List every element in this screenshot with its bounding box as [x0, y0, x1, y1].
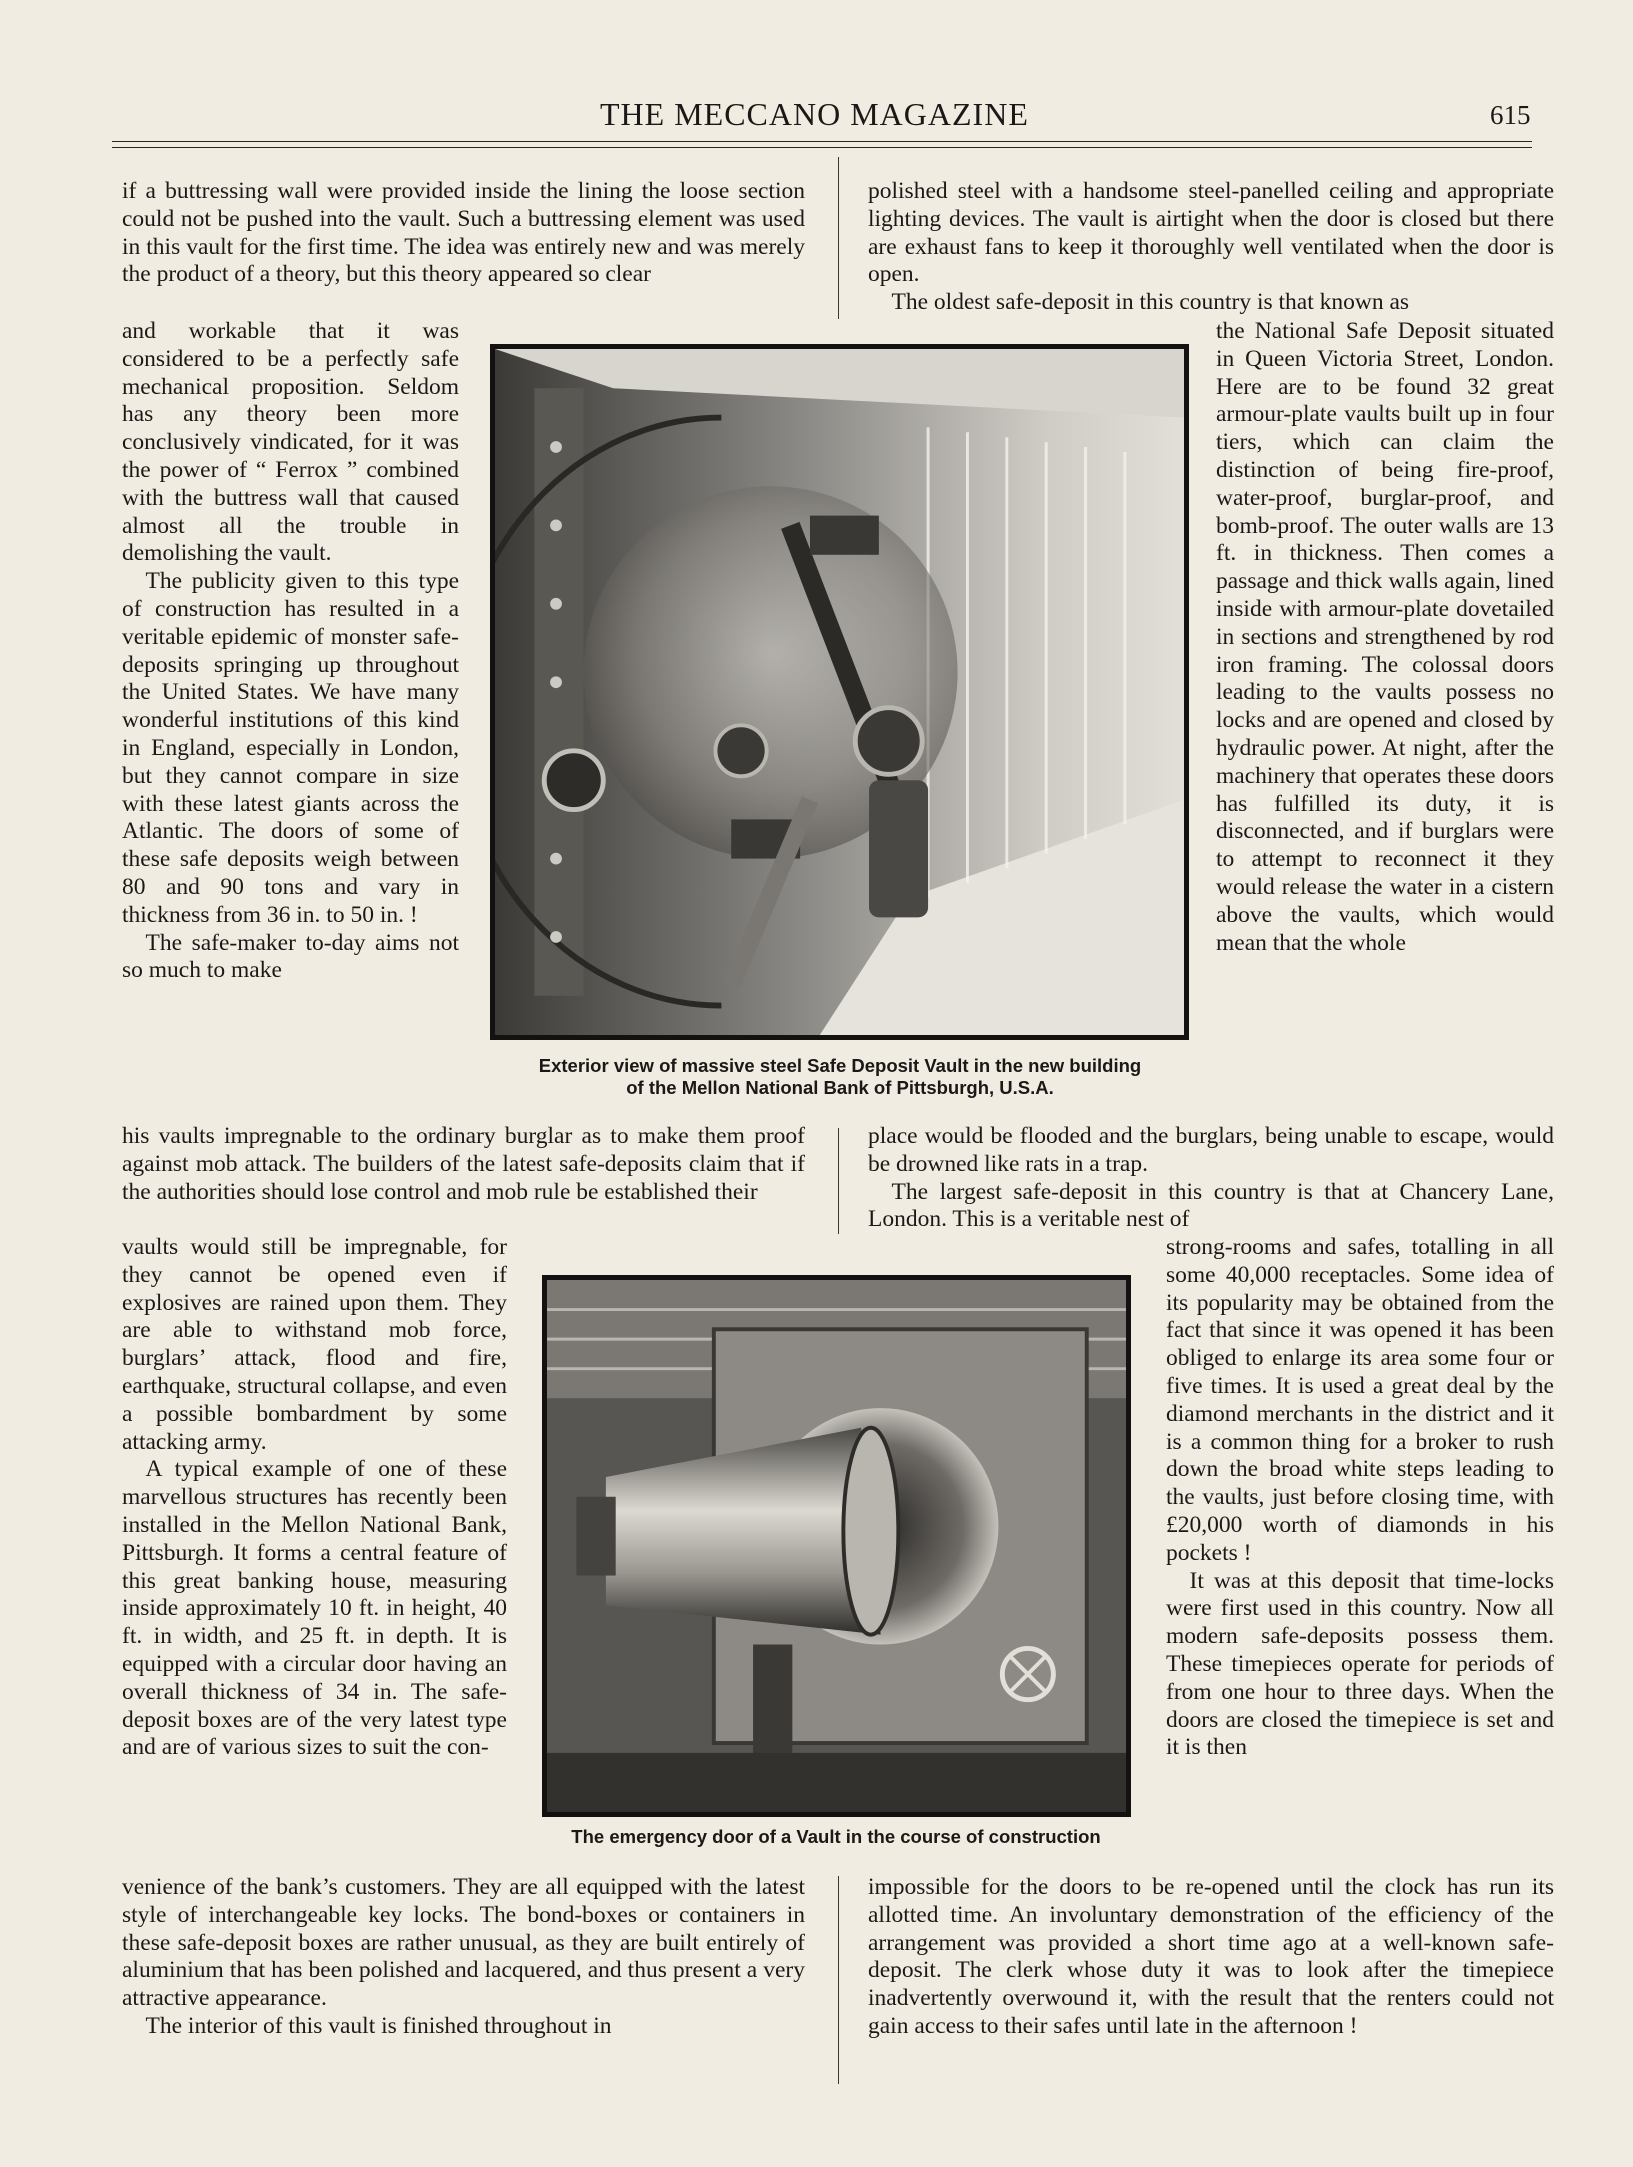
figure-caption: The emergency door of a Vault in the course of construction: [571, 1826, 1101, 1847]
column-divider: [838, 1876, 839, 2084]
article-paragraph: his vaults impregnable to the ordinary burglar as to make them proof against mob attack. The builders of the latest safe-deposits claim that if the authorities should lose control and mob rule be established their: [122, 1123, 805, 1205]
vault-door-photo: [490, 344, 1189, 1040]
masthead: THE MECCANO MAGAZINE: [600, 96, 1029, 132]
article-paragraph: the National Safe Deposit situated in Queen Victoria Street, London. Here are to be found 32 great armour-plate vaults built up in four tiers, which can claim the distinction of being fire-proof, water-proof, burglar-proof, and bomb-proof. The outer walls are 13 ft. in thickness. Then comes a passage and thick walls again, lined inside with armour-plate dovetailed in sections and strengthened by rod iron framing. The colossal doors leading to the vaults possess no locks and are opened and closed by hydraulic power. At night, after the machinery that operates these doors has fulfilled its duty, it is disconnected, and if burglars were to attempt to reconnect it they would release the water in a cistern above the vaults, which would mean that the whole: [1216, 318, 1554, 956]
column-divider: [838, 1128, 839, 1234]
article-paragraph: polished steel with a handsome steel-panelled ceiling and appropriate lighting devices. The vault is airtight when the door is closed but there are exhaust fans to keep it thoroughly well ventilated when the door is open. The oldest safe-deposit in this country is that known as: [868, 178, 1554, 316]
article-paragraph: vaults would still be impregnable, for they cannot be opened even if explosives are rained upon them. They are able to withstand mob force, burglars’ attack, flood and fire, earthquake, structural collapse, and even a possible bombardment by some attacking army. A typical example of one of these marvellous structures has recently been installed in the Mellon National Bank, Pittsburgh. It forms a central feature of this great banking house, measuring inside approximately 10 ft. in height, 40 ft. in width, and 25 ft. in depth. It is equipped with a circular door having an overall thickness of 34 in. The safe-deposit boxes are of the very latest type and are of various sizes to suit the con-: [122, 1234, 507, 1761]
header-rule: [112, 141, 1532, 142]
header-rule: [112, 147, 1532, 148]
article-paragraph: venience of the bank’s customers. They are all equipped with the latest style of interchangeable key locks. The bond-boxes or containers in these safe-deposit boxes are rather unusual, as they are built entirely of aluminium that has been polished and lacquered, and thus present a very attractive appearance. The interior of this vault is finished throughout in: [122, 1874, 805, 2039]
article-paragraph: impossible for the doors to be re-opened until the clock has run its allotted time. An involuntary demonstration of the efficiency of the arrangement was provided a short time ago at a well-known safe-deposit. The clerk whose duty it was to look after the timepiece inadvertently overwound it, with the result that the renters could not gain access to their safes until late in the afternoon !: [868, 1874, 1554, 2039]
emergency-door-photo: [542, 1275, 1131, 1817]
page-number: 615: [1490, 100, 1531, 130]
figure-caption: Exterior view of massive steel Safe Deposit Vault in the new building of the Mellon National Bank of Pittsburgh, U.S.A.: [538, 1055, 1142, 1098]
article-paragraph: and workable that it was considered to be a perfectly safe mechanical proposition. Seldom has any theory been more conclusively vindicated, for it was the power of “ Ferrox ” combined with the buttress wall that caused almost all the trouble in demolishing the vault. The publicity given to this type of construction has resulted in a veritable epidemic of monster safe-deposits springing up throughout the United States. We have many wonderful institutions of this kind in England, especially in London, but they cannot compare in size with these latest giants across the Atlantic. The doors of some of these safe deposits weigh between 80 and 90 tons and vary in thickness from 36 in. to 50 in. ! The safe-maker to-day aims not so much to make: [122, 318, 459, 984]
article-paragraph: strong-rooms and safes, totalling in all some 40,000 receptacles. Some idea of its popularity may be obtained from the fact that since it was opened it has been obliged to enlarge its area some four or five times. It is used a great deal by the diamond merchants in the district and it is a common thing for a broker to rush down the broad white steps leading to the vaults, just before closing time, with £20,000 worth of diamonds in his pockets ! It was at this deposit that time-locks were first used in this country. Now all modern safe-deposits possess them. These timepieces operate for periods of from one hour to three days. When the doors are closed the timepiece is set and it is then: [1166, 1234, 1554, 1761]
article-paragraph: if a buttressing wall were provided inside the lining the loose section could not be pushed into the vault. Such a buttressing element was used in this vault for the first time. The idea was entirely new and was merely the product of a theory, but this theory appeared so clear: [122, 178, 805, 288]
column-divider: [838, 157, 839, 319]
article-paragraph: place would be flooded and the burglars, being unable to escape, would be drowned like rats in a trap. The largest safe-deposit in this country is that at Chancery Lane, London. This is a veritable nest of: [868, 1123, 1554, 1233]
